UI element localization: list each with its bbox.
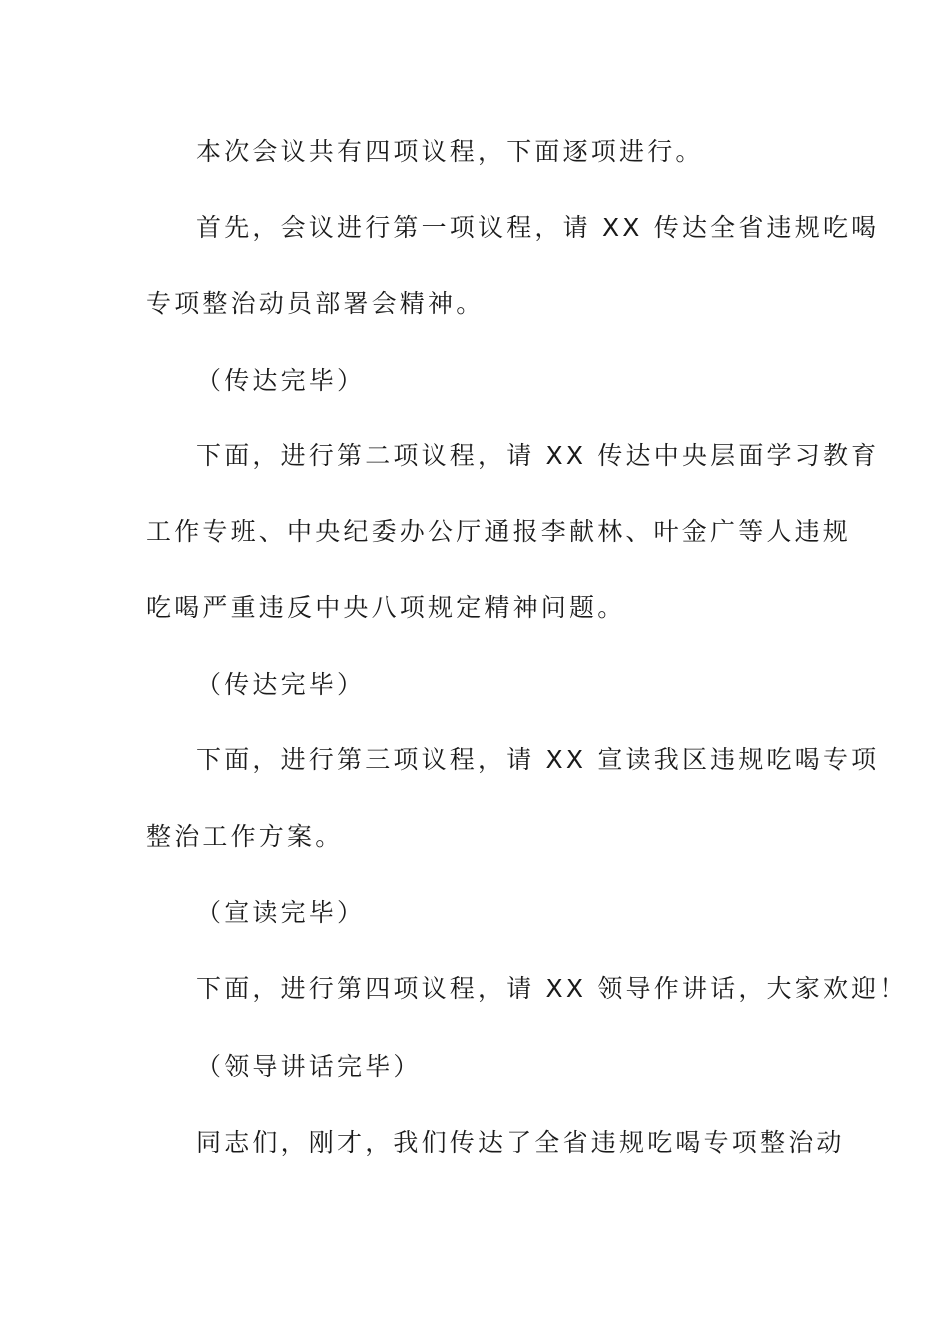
note-leader-speech-finished: （领导讲话完毕） <box>196 1052 422 1081</box>
paragraph-agenda-item-2-line-2: 工作专班、中央纪委办公厅通报李献林、叶金广等人违规 <box>146 517 852 546</box>
paragraph-agenda-item-2-line-1: 下面，进行第二项议程，请 XX 传达中央层面学习教育 <box>196 441 880 470</box>
paragraph-closing-line-1: 同志们，刚才，我们传达了全省违规吃喝专项整治动 <box>196 1128 845 1157</box>
note-reading-finished: （宣读完毕） <box>196 898 366 927</box>
paragraph-agenda-intro: 本次会议共有四项议程，下面逐项进行。 <box>196 137 704 166</box>
note-relay-finished-1: （传达完毕） <box>196 366 366 395</box>
paragraph-agenda-item-4: 下面，进行第四项议程，请 XX 领导作讲话，大家欢迎！ <box>196 974 908 1003</box>
note-relay-finished-2: （传达完毕） <box>196 670 366 699</box>
paragraph-agenda-item-1-line-1: 首先，会议进行第一项议程，请 XX 传达全省违规吃喝 <box>196 213 880 242</box>
paragraph-agenda-item-3-line-1: 下面，进行第三项议程，请 XX 宣读我区违规吃喝专项 <box>196 745 880 774</box>
paragraph-agenda-item-3-line-2: 整治工作方案。 <box>146 822 344 851</box>
paragraph-agenda-item-2-line-3: 吃喝严重违反中央八项规定精神问题。 <box>146 593 626 622</box>
paragraph-agenda-item-1-line-2: 专项整治动员部署会精神。 <box>146 289 485 318</box>
